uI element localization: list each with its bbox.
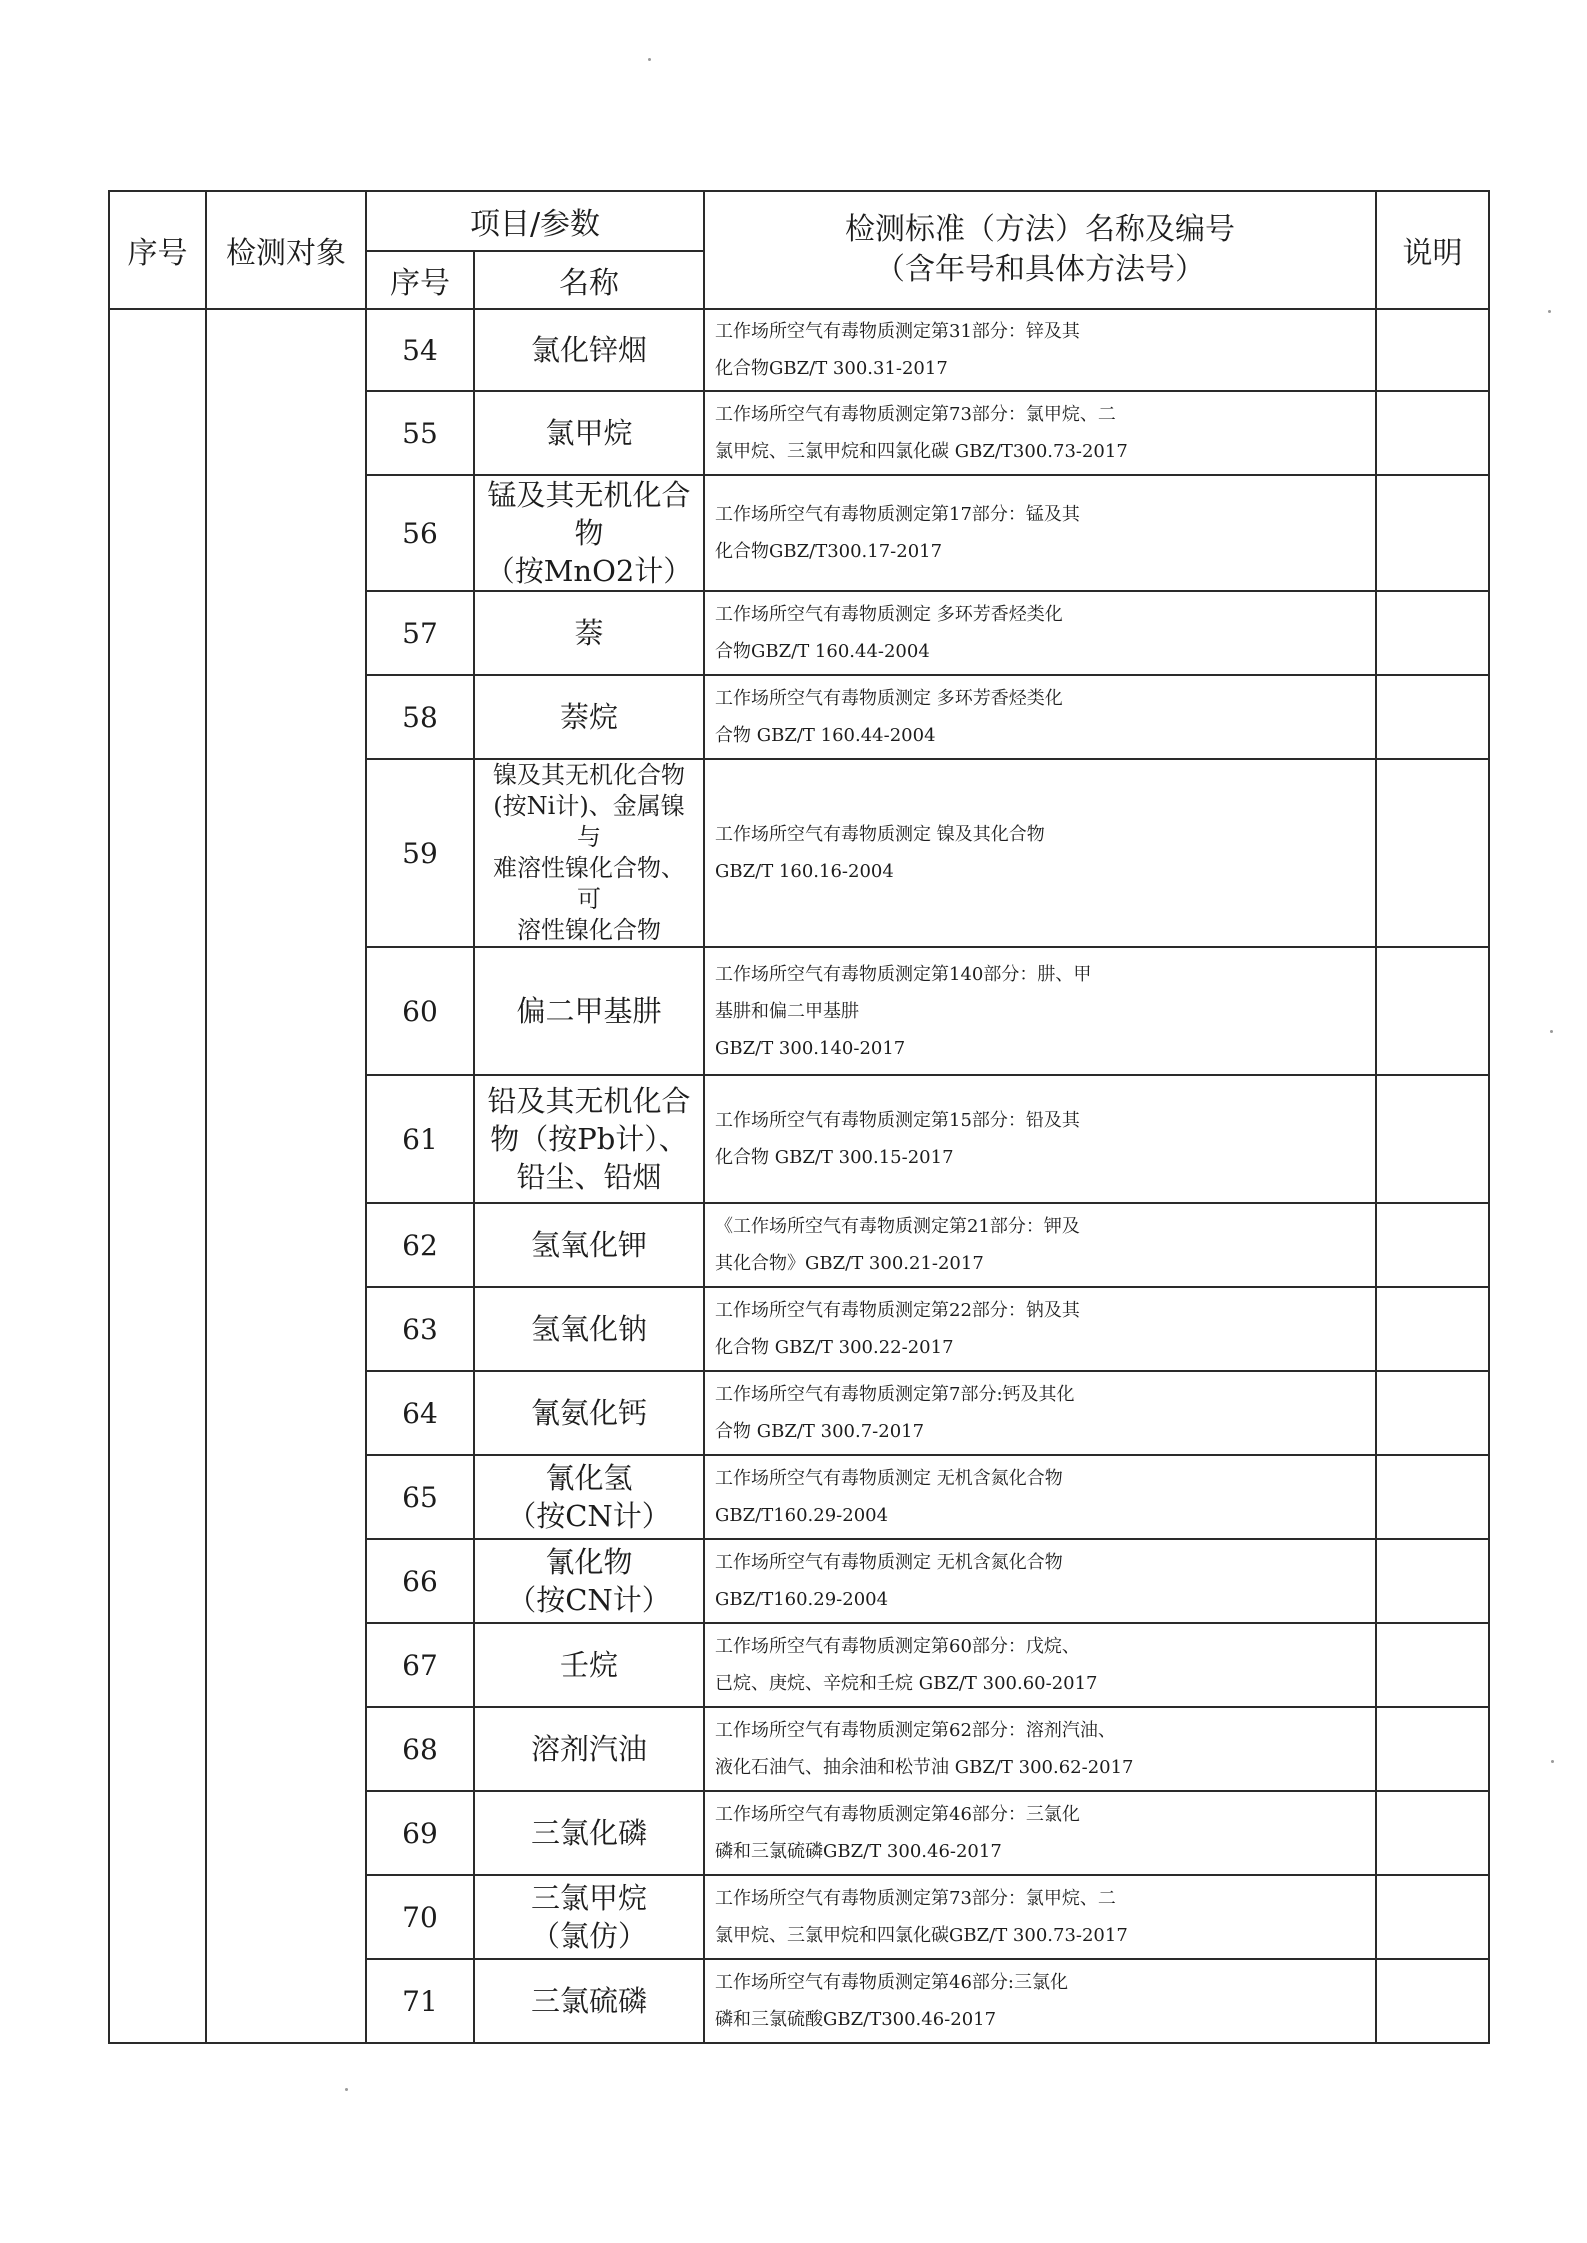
note-cell	[1376, 391, 1489, 475]
standard-cell	[704, 759, 1376, 947]
standard-cell	[704, 1455, 1376, 1539]
item-seq-cell: 61	[366, 1075, 474, 1203]
standard-cell	[704, 1791, 1376, 1875]
note-cell	[1376, 309, 1489, 391]
standard-line: 氯甲烷、三氯甲烷和四氯化碳 GBZ/T300.73-2017	[715, 441, 1128, 462]
item-name-line: 物（按Pb计）、	[490, 1122, 688, 1156]
standard-line: 已烷、庚烷、辛烷和壬烷 GBZ/T 300.60-2017	[715, 1673, 1098, 1694]
standard-line: 工作场所空气有毒物质测定第46部分：三氯化	[715, 1804, 1080, 1825]
standard-cell	[704, 1075, 1376, 1203]
note-cell	[1376, 759, 1489, 947]
item-name-line: 偏二甲基肼	[516, 994, 662, 1028]
item-name-line: （按CN计）	[507, 1499, 671, 1533]
note-cell	[1376, 1371, 1489, 1455]
standard-line: 工作场所空气有毒物质测定第31部分：锌及其	[715, 321, 1080, 342]
standard-line: 工作场所空气有毒物质测定第46部分:三氯化	[715, 1972, 1068, 1993]
item-seq-cell: 58	[366, 675, 474, 759]
note-cell	[1376, 1539, 1489, 1623]
note-cell	[1376, 1075, 1489, 1203]
header-item-seq: 序号	[366, 251, 474, 309]
standard-line: 合物 GBZ/T 300.7-2017	[715, 1421, 925, 1442]
item-seq-cell: 60	[366, 947, 474, 1075]
standard-line: 工作场所空气有毒物质测定第140部分：肼、甲	[715, 963, 1092, 985]
standard-line: 工作场所空气有毒物质测定第15部分：铅及其	[715, 1110, 1080, 1131]
standard-line: 工作场所空气有毒物质测定 无机含氮化合物	[715, 1468, 1063, 1489]
header-seq: 序号	[109, 191, 206, 309]
standard-line: 工作场所空气有毒物质测定第22部分：钠及其	[715, 1300, 1080, 1321]
item-name-cell	[474, 1455, 704, 1539]
item-seq-cell: 56	[366, 475, 474, 591]
standard-cell	[704, 391, 1376, 475]
item-name-line: 氢氧化钠	[531, 1312, 648, 1346]
standard-cell	[704, 475, 1376, 591]
item-name-line: (按Ni计)、金属镍与	[493, 792, 685, 851]
note-cell	[1376, 1623, 1489, 1707]
item-name-line: 三氯化磷	[531, 1816, 648, 1850]
standard-line: 基肼和偏二甲基肼	[715, 1000, 860, 1022]
standard-line: 工作场所空气有毒物质测定 多环芳香烃类化	[715, 604, 1063, 625]
item-name-line: 氰化氢	[545, 1461, 633, 1495]
item-name-cell	[474, 1623, 704, 1707]
note-cell	[1376, 1203, 1489, 1287]
item-name-cell	[474, 1707, 704, 1791]
table-row	[109, 309, 1489, 391]
note-cell	[1376, 1707, 1489, 1791]
item-name-line: 氰氨化钙	[531, 1396, 648, 1430]
item-name-line: 三氯甲烷	[531, 1881, 648, 1915]
scan-speck	[1550, 1030, 1553, 1033]
item-name-line: （按CN计）	[507, 1583, 671, 1617]
standard-line: 化合物 GBZ/T 300.15-2017	[715, 1147, 954, 1168]
item-name-cell	[474, 1791, 704, 1875]
item-name-line: 萘	[574, 616, 604, 650]
note-cell	[1376, 1959, 1489, 2043]
header-standard	[704, 191, 1376, 309]
item-name-line: 溶剂汽油	[531, 1732, 648, 1766]
item-name-line: （按MnO2计）	[485, 554, 693, 588]
item-name-cell	[474, 391, 704, 475]
header-item-group: 项目/参数	[366, 191, 704, 251]
standard-line: GBZ/T 300.140-2017	[715, 1037, 906, 1059]
detection-standards-table	[108, 190, 1490, 2044]
item-name-cell	[474, 1959, 704, 2043]
item-name-cell	[474, 1075, 704, 1203]
header-item-name: 名称	[474, 251, 704, 309]
standard-line: 化合物GBZ/T 300.31-2017	[715, 358, 948, 379]
header-standard-line1: 检测标准（方法）名称及编号	[845, 212, 1236, 247]
standard-line: 工作场所空气有毒物质测定第60部分：戊烷、	[715, 1636, 1080, 1657]
standard-cell	[704, 1959, 1376, 2043]
seq-cell	[109, 309, 206, 2043]
item-seq-cell: 62	[366, 1203, 474, 1287]
standard-line: 氯甲烷、三氯甲烷和四氯化碳GBZ/T 300.73-2017	[715, 1925, 1128, 1946]
scan-speck	[648, 58, 651, 61]
standard-cell	[704, 1203, 1376, 1287]
item-name-line: （氯仿）	[531, 1919, 648, 1953]
scan-speck	[1551, 1760, 1554, 1763]
item-name-line: 氰化物	[545, 1545, 633, 1579]
item-name-line: 氢氧化钾	[531, 1228, 648, 1262]
standard-cell	[704, 1875, 1376, 1959]
standard-line: 液化石油气、抽余油和松节油 GBZ/T 300.62-2017	[715, 1757, 1134, 1778]
item-seq-cell: 63	[366, 1287, 474, 1371]
item-name-cell	[474, 1875, 704, 1959]
item-name-line: 三氯硫磷	[531, 1984, 648, 2018]
header-note: 说明	[1376, 191, 1489, 309]
standard-cell	[704, 591, 1376, 675]
standard-cell	[704, 947, 1376, 1075]
note-cell	[1376, 1455, 1489, 1539]
standard-line: 工作场所空气有毒物质测定 镍及其化合物	[715, 824, 1045, 845]
note-cell	[1376, 947, 1489, 1075]
header-standard-line2: （含年号和具体方法号）	[875, 252, 1206, 287]
standard-line: GBZ/T160.29-2004	[715, 1589, 889, 1610]
standard-line: GBZ/T160.29-2004	[715, 1505, 889, 1526]
table-body	[109, 309, 1489, 2043]
item-seq-cell: 69	[366, 1791, 474, 1875]
item-name-cell	[474, 475, 704, 591]
standard-cell	[704, 1539, 1376, 1623]
item-seq-cell: 66	[366, 1539, 474, 1623]
item-name-line: 镍及其无机化合物	[493, 761, 685, 789]
standard-line: 磷和三氯硫磷GBZ/T 300.46-2017	[715, 1841, 1002, 1862]
item-seq-cell: 54	[366, 309, 474, 391]
header-object: 检测对象	[206, 191, 366, 309]
item-name-line: 铅尘、铅烟	[516, 1160, 662, 1194]
item-seq-cell: 68	[366, 1707, 474, 1791]
standard-line: 《工作场所空气有毒物质测定第21部分：钾及	[715, 1216, 1080, 1237]
object-cell	[206, 309, 366, 2043]
item-name-cell	[474, 1371, 704, 1455]
standard-line: 合物 GBZ/T 160.44-2004	[715, 725, 936, 746]
standard-line: 工作场所空气有毒物质测定 多环芳香烃类化	[715, 688, 1063, 709]
item-name-line: 溶性镍化合物	[517, 916, 661, 944]
item-name-cell	[474, 759, 704, 947]
item-name-cell	[474, 591, 704, 675]
standard-cell	[704, 1707, 1376, 1791]
standard-line: 工作场所空气有毒物质测定第73部分：氯甲烷、二	[715, 1888, 1116, 1909]
scan-speck	[1548, 310, 1551, 313]
standard-line: 其化合物》GBZ/T 300.21-2017	[715, 1253, 984, 1274]
item-seq-cell: 67	[366, 1623, 474, 1707]
item-name-line: 难溶性镍化合物、可	[493, 854, 685, 913]
scan-speck	[345, 2088, 348, 2091]
standard-line: GBZ/T 160.16-2004	[715, 861, 894, 882]
item-name-cell	[474, 947, 704, 1075]
standard-cell	[704, 309, 1376, 391]
item-name-cell	[474, 675, 704, 759]
note-cell	[1376, 675, 1489, 759]
item-name-line: 氯化锌烟	[531, 333, 648, 367]
standard-line: 磷和三氯硫酸GBZ/T300.46-2017	[715, 2009, 997, 2030]
standard-line: 化合物 GBZ/T 300.22-2017	[715, 1337, 954, 1358]
standard-line: 工作场所空气有毒物质测定第17部分：锰及其	[715, 504, 1080, 525]
item-seq-cell: 65	[366, 1455, 474, 1539]
item-name-cell	[474, 1539, 704, 1623]
item-name-cell	[474, 1203, 704, 1287]
standard-cell	[704, 1371, 1376, 1455]
item-seq-cell: 57	[366, 591, 474, 675]
standard-line: 工作场所空气有毒物质测定第73部分：氯甲烷、二	[715, 404, 1116, 425]
item-name-line: 铅及其无机化合	[487, 1084, 691, 1118]
item-seq-cell: 71	[366, 1959, 474, 2043]
note-cell	[1376, 1791, 1489, 1875]
item-seq-cell: 64	[366, 1371, 474, 1455]
item-seq-cell: 55	[366, 391, 474, 475]
standard-cell	[704, 1287, 1376, 1371]
standard-line: 合物GBZ/T 160.44-2004	[715, 641, 930, 662]
note-cell	[1376, 1287, 1489, 1371]
standard-line: 工作场所空气有毒物质测定第7部分:钙及其化	[715, 1384, 1075, 1405]
note-cell	[1376, 475, 1489, 591]
note-cell	[1376, 591, 1489, 675]
item-name-line: 锰及其无机化合物	[487, 478, 691, 550]
note-cell	[1376, 1875, 1489, 1959]
standard-cell	[704, 1623, 1376, 1707]
standard-line: 工作场所空气有毒物质测定第62部分：溶剂汽油、	[715, 1720, 1116, 1741]
standard-line: 化合物GBZ/T300.17-2017	[715, 541, 943, 562]
standard-cell	[704, 675, 1376, 759]
item-name-cell	[474, 309, 704, 391]
standard-line: 工作场所空气有毒物质测定 无机含氮化合物	[715, 1552, 1063, 1573]
item-name-line: 壬烷	[560, 1648, 619, 1682]
item-seq-cell: 70	[366, 1875, 474, 1959]
item-name-cell	[474, 1287, 704, 1371]
header-row-1	[109, 191, 1489, 251]
item-name-line: 萘烷	[560, 700, 619, 734]
item-name-line: 氯甲烷	[545, 416, 633, 450]
item-seq-cell: 59	[366, 759, 474, 947]
